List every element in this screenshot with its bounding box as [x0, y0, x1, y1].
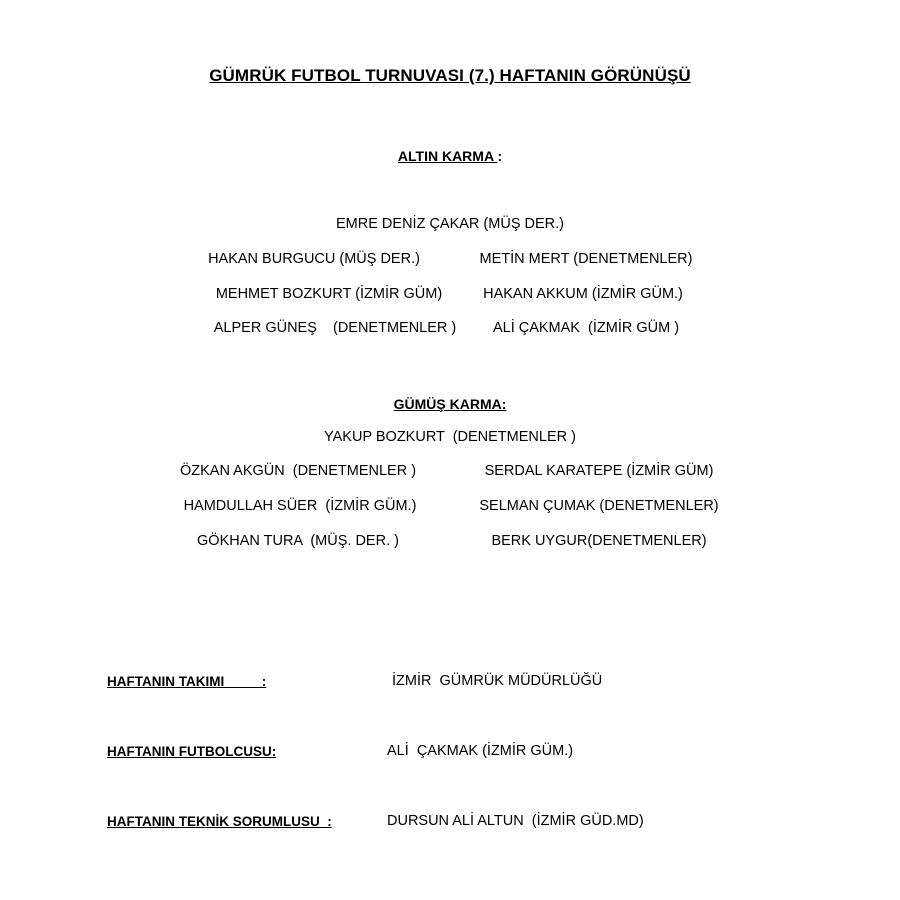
altin-karma-player: ALPER GÜNEŞ (DENETMENLER ): [213, 320, 457, 336]
gumus-karma-player: SELMAN ÇUMAK (DENETMENLER): [479, 498, 719, 514]
altin-karma-heading-text: ALTIN KARMA: [397, 148, 498, 164]
page-title: GÜMRÜK FUTBOL TURNUVASI (7.) HAFTANIN GÖRÜNÜŞÜ: [209, 66, 691, 85]
altin-karma-heading: [0, 148, 900, 164]
coach-of-week-label: HAFTANIN TEKNİK SORUMLUSU :: [107, 814, 332, 829]
gumus-karma-player: BERK UYGUR(DENETMENLER): [491, 533, 707, 549]
gumus-karma-player: ÖZKAN AKGÜN (DENETMENLER ): [179, 463, 417, 479]
altin-karma-player: MEHMET BOZKURT (İZMİR GÜM): [215, 286, 443, 302]
team-of-week-label: HAFTANIN TAKIMI :: [107, 674, 267, 689]
altin-karma-player: HAKAN BURGUCU (MÜŞ DER.): [208, 251, 420, 267]
coach-of-week-value: DURSUN ALİ ALTUN (İZMİR GÜD.MD): [387, 813, 644, 829]
altin-karma-heading-colon: :: [497, 148, 503, 164]
gumus-karma-heading-text: GÜMÜŞ KARMA:: [393, 396, 507, 412]
altin-karma-player: ALİ ÇAKMAK (İZMİR GÜM ): [492, 320, 680, 336]
gumus-karma-player: SERDAL KARATEPE (İZMİR GÜM): [484, 463, 714, 479]
altin-karma-player: METİN MERT (DENETMENLER): [479, 251, 693, 267]
altin-karma-player: HAKAN AKKUM (İZMİR GÜM.): [483, 286, 683, 302]
altin-karma-captain: EMRE DENİZ ÇAKAR (MÜŞ DER.): [336, 216, 564, 232]
team-of-week-value: İZMİR GÜMRÜK MÜDÜRLÜĞÜ: [392, 673, 603, 689]
player-of-week-value: ALİ ÇAKMAK (İZMİR GÜM.): [387, 743, 574, 759]
gumus-karma-player: HAMDULLAH SÜER (İZMİR GÜM.): [183, 498, 417, 514]
gumus-karma-captain: YAKUP BOZKURT (DENETMENLER ): [324, 429, 576, 445]
player-of-week-label: HAFTANIN FUTBOLCUSU:: [107, 744, 277, 759]
gumus-karma-heading: [0, 396, 900, 412]
gumus-karma-player: GÖKHAN TURA (MÜŞ. DER. ): [197, 533, 399, 549]
